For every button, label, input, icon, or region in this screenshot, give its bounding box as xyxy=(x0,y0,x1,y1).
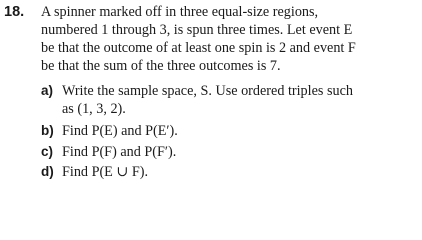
problem-number: 18. xyxy=(4,4,25,20)
part-c-label: c) xyxy=(41,144,54,159)
stem-line-2: numbered 1 through 3, is spun three times. Let event E xyxy=(41,22,353,38)
part-a-line-2: as (1, 3, 2). xyxy=(62,101,126,117)
part-b-label: b) xyxy=(41,123,54,138)
stem-line-3: be that the outcome of at least one spin is 2 and event F xyxy=(41,40,356,56)
stem-line-1: A spinner marked off in three equal-size regions, xyxy=(41,4,319,20)
part-d-label: d) xyxy=(41,164,54,179)
part-a-label: a) xyxy=(41,83,54,98)
part-d-text: Find P(E ∪ F). xyxy=(62,164,148,180)
part-a-line-1: Write the sample space, S. Use ordered triples such xyxy=(62,83,353,99)
part-c-text: Find P(F) and P(F′). xyxy=(62,144,177,160)
part-b-text: Find P(E) and P(E′). xyxy=(62,123,178,139)
stem-line-4: be that the sum of the three outcomes is 7. xyxy=(41,58,281,74)
